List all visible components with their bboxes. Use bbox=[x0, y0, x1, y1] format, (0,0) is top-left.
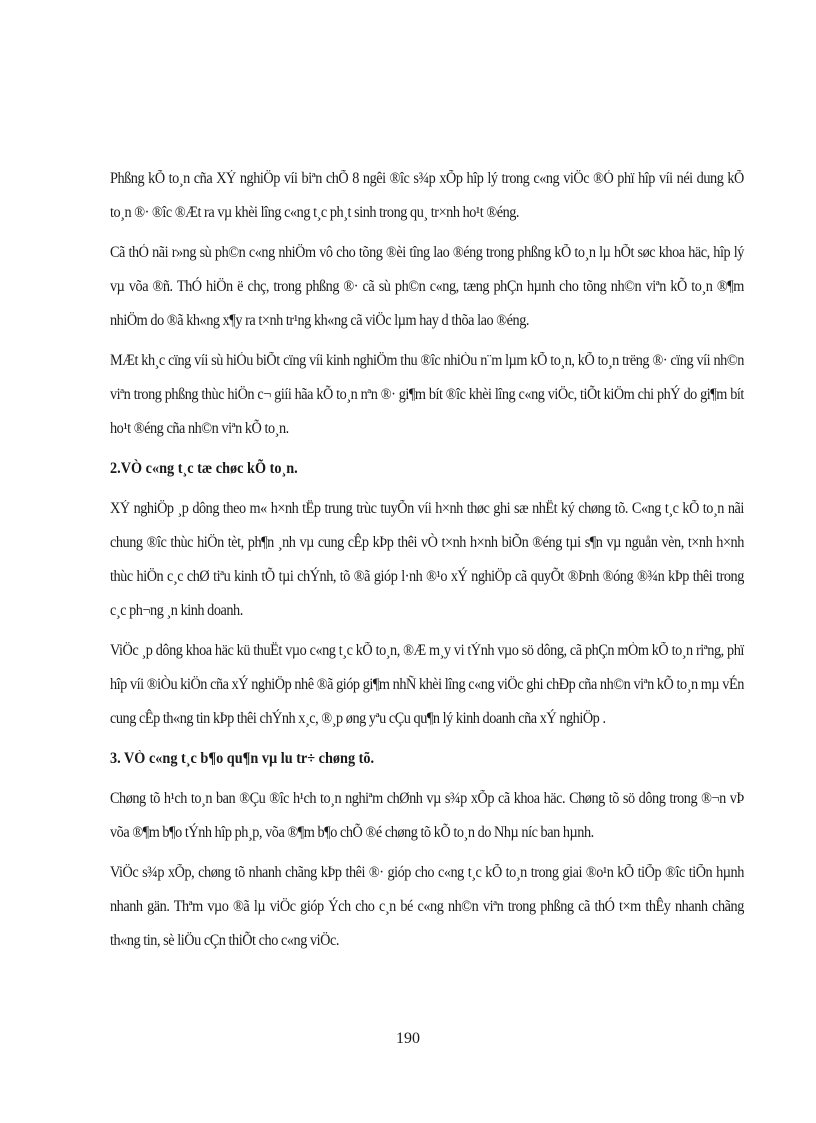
paragraph-7: ViÖc s¾p xÕp, chøng tõ nhanh chãng kÞp thêi ®· gióp cho c«ng t¸c kÕ to¸n trong giai ®o¹n kÕ tiÕp ®îc tiÕn hµnh nhanh gän. Thªm vµo ®ã lµ viÖc gióp Ých cho c¸n bé c«ng nh©n viªn trong phßng cã thÓ t×m thÊy nhanh chãng th«ng tin, sè liÖu cÇn thiÕt cho c«ng viÖc. bbox=[110, 864, 744, 949]
document-body bbox=[110, 162, 744, 958]
paragraph-6: Chøng tõ h¹ch to¸n ban ®Çu ®îc h¹ch to¸n nghiªm chØnh vµ s¾p xÕp cã khoa häc. Chøng tõ sö dông trong ®¬n vÞ võa ®¶m b¶o tÝnh hîp ph¸p, võa ®¶m b¶o chÕ ®é chøng tõ kÕ to¸n do Nhµ níc ban hµnh. bbox=[110, 790, 744, 841]
section-heading-2: 2.VÒ c«ng t¸c tæ chøc kÕ to¸n. bbox=[110, 460, 298, 477]
page-number: 190 bbox=[396, 1030, 420, 1047]
paragraph-3: MÆt kh¸c cïng víi sù hiÓu biÕt cïng víi kinh nghiÖm thu ®îc nhiÒu n¨m lµm kÕ to¸n, kÕ to¸n trëng ®· cïng víi nh©n viªn trong phßng thùc hiÖn c¬ giíi hãa kÕ to¸n nªn ®· gi¶m bít ®îc khèi lîng c«ng viÖc, tiÕt kiÖm chi phÝ do gi¶m bít ho¹t ®éng cña nh©n viªn kÕ to¸n. bbox=[110, 352, 744, 437]
paragraph-5: ViÖc ¸p dông khoa häc kü thuËt vµo c«ng t¸c kÕ to¸n, ®Æ m¸y vi tÝnh vµo sö dông, cã phÇn mÒm kÕ to¸n riªng, phï hîp víi ®iÒu kiÖn cña xÝ nghiÖp nhê ®ã gióp gi¶m nhÑ khèi lîng c«ng viÖc ghi chÐp cña nh©n viªn kÕ to¸n mµ vÉn cung cÊp th«ng tin kÞp thêi chÝnh x¸c, ®¸p øng yªu cÇu qu¶n lý kinh doanh cña xÝ nghiÖp . bbox=[110, 642, 744, 727]
paragraph-1: Phßng kÕ to¸n cña XÝ nghiÖp víi biªn chÕ 8 ngêi ®îc s¾p xÕp hîp lý trong c«ng viÖc ®Ó phï hîp víi néi dung kÕ to¸n ®· ®îc ®Æt ra vµ khèi lîng c«ng t¸c ph¸t sinh trong qu¸ tr×nh ho¹t ®éng. bbox=[110, 170, 744, 221]
paragraph-4: XÝ nghiÖp ¸p dông theo m« h×nh tËp trung trùc tuyÕn víi h×nh thøc ghi sæ nhËt ký chøng tõ. C«ng t¸c kÕ to¸n nãi chung ®îc thùc hiÖn tèt, ph¶n ¸nh vµ cung cÊp kÞp thêi vÒ t×nh h×nh biÕn ®éng tµi s¶n vµ nguån vèn, t×nh h×nh thùc hiÖn c¸c chØ tiªu kinh tÕ tµi chÝnh, tõ ®ã gióp l·nh ®¹o xÝ nghiÖp cã quyÕt ®Þnh ®óng ®¾n kÞp thêi trong c¸c ph¬ng ¸n kinh doanh. bbox=[110, 500, 744, 619]
section-heading-3: 3. VÒ c«ng t¸c b¶o qu¶n vµ lu tr÷ chøng tõ. bbox=[110, 750, 375, 767]
paragraph-2: Cã thÓ nãi r»ng sù ph©n c«ng nhiÖm vô cho tõng ®èi tîng lao ®éng trong phßng kÕ to¸n lµ hÕt søc khoa häc, hîp lý vµ võa ®ñ. ThÓ hiÖn ë chç, trong phßng ®· cã sù ph©n c«ng, tæng phÇn hµnh cho tõng nh©n viªn kÕ to¸n ®¶m nhiÖm do ®ã kh«ng x¶y ra t×nh tr¹ng kh«ng cã viÖc lµm hay d thõa lao ®éng. bbox=[110, 244, 744, 329]
